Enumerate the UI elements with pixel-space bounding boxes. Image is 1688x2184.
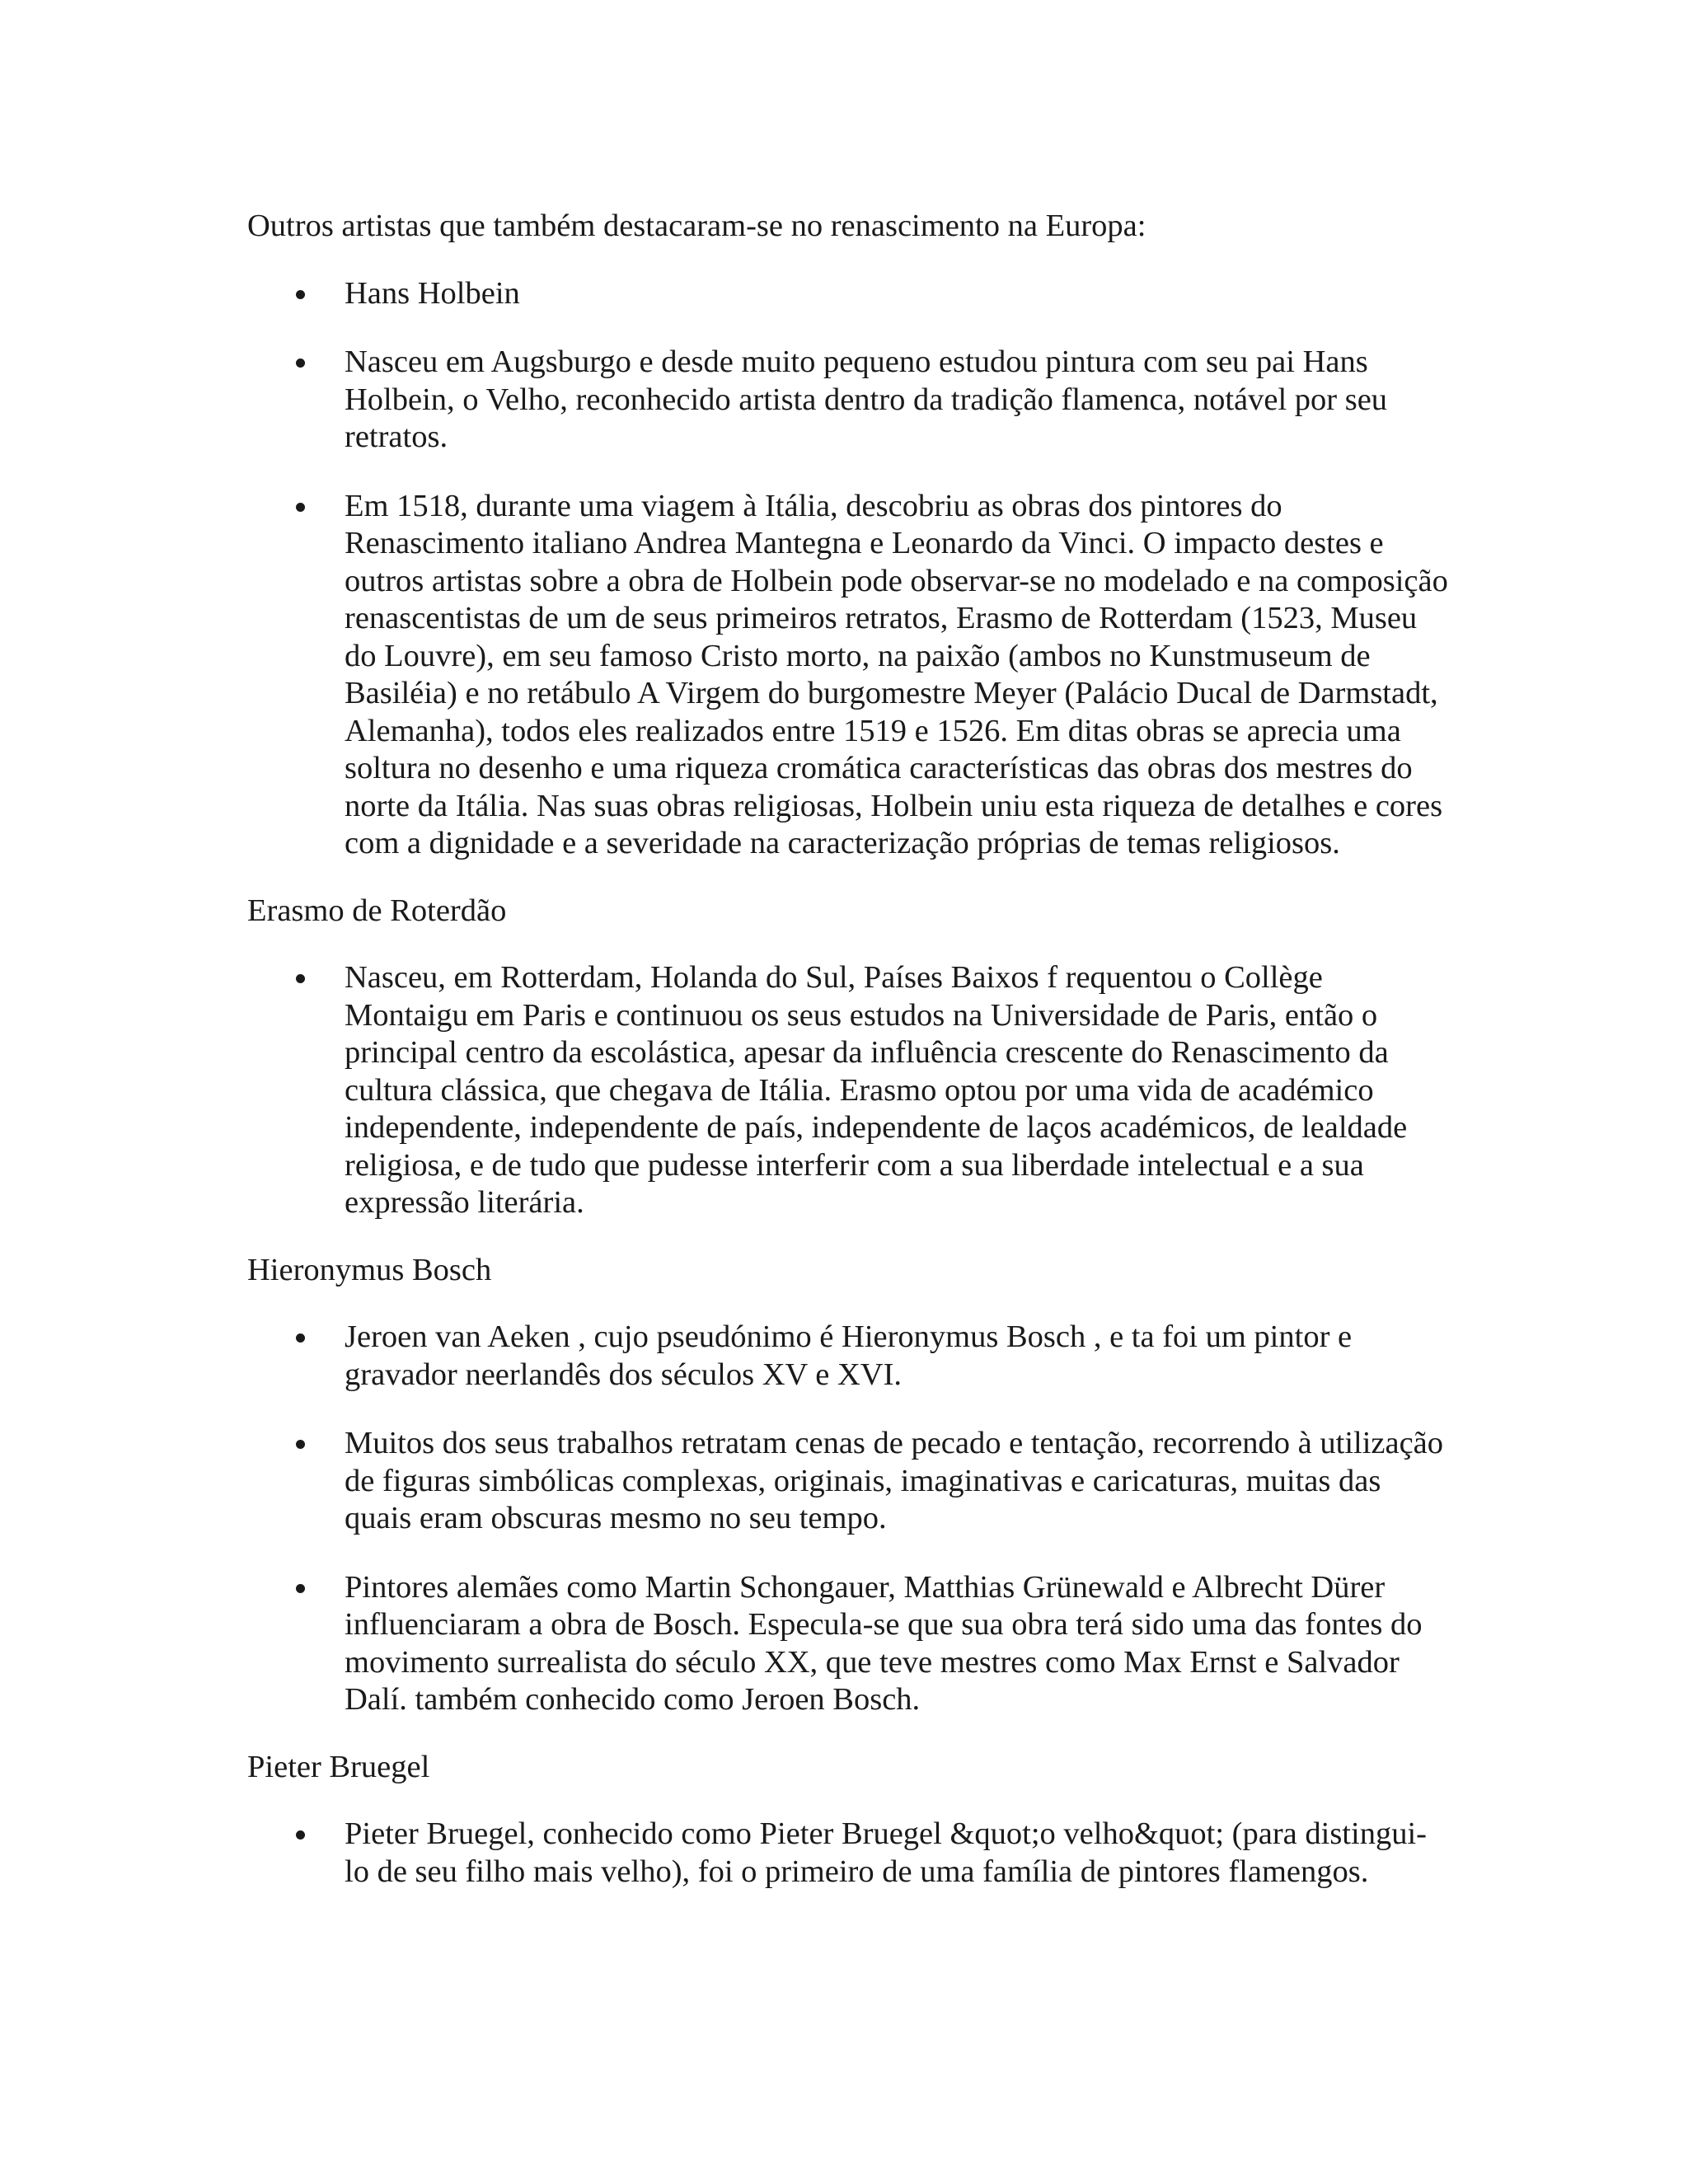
bullet-list bbox=[247, 1816, 1451, 1891]
bullet-icon bbox=[296, 1440, 305, 1449]
section-heading: Hieronymus Bosch bbox=[247, 1252, 492, 1287]
list-item-text: Nasceu, em Rotterdam, Holanda do Sul, Países Baixos f requentou o Collège Montaigu em Paris e continuou os seus estudos na Universidade de Paris, então o principal centro da escolástica, apesar da influência crescente do Renascimento da cultura clássica, que chegava de Itália. Erasmo optou por uma vida de académico independente, independente de país, independente de laços académicos, de lealdade religiosa, e de tudo que pudesse interferir com a sua liberdade intelectual e a sua expressão literária. bbox=[345, 960, 1408, 1220]
list-item-text: Pieter Bruegel, conhecido como Pieter Bruegel &quot;o velho&quot; (para distingui-lo de seu filho mais velho), foi o primeiro de uma família de pintores flamengos. bbox=[345, 1816, 1427, 1889]
bullet-list bbox=[247, 959, 1451, 1222]
bullet-icon bbox=[296, 1584, 305, 1593]
list-item bbox=[345, 344, 1451, 457]
bullet-list bbox=[247, 1319, 1451, 1719]
bullet-icon bbox=[296, 1333, 305, 1343]
bullet-icon bbox=[296, 974, 305, 983]
section-heading: Outros artistas que também destacaram-se no renascimento na Europa: bbox=[247, 209, 1146, 243]
list-item bbox=[345, 1569, 1451, 1719]
bullet-icon bbox=[296, 290, 305, 299]
list-item-text: Muitos dos seus trabalhos retratam cenas de pecado e tentação, recorrendo à utilização de figuras simbólicas complexas, originais, imaginativas e caricaturas, muitas das quais eram obscuras mesmo no seu tempo. bbox=[345, 1426, 1444, 1535]
list-item-text: Nasceu em Augsburgo e desde muito pequeno estudou pintura com seu pai Hans Holbein, o Velho, reconhecido artista dentro da tradição flamenca, notável por seu retratos. bbox=[345, 344, 1388, 454]
document-page bbox=[247, 208, 1451, 1920]
section-bosch bbox=[247, 1252, 1451, 1719]
list-item bbox=[345, 275, 1451, 313]
section-outros-artistas bbox=[247, 208, 1451, 863]
section-heading: Erasmo de Roterdão bbox=[247, 893, 507, 928]
list-item bbox=[345, 1319, 1451, 1394]
list-item-text: Em 1518, durante uma viagem à Itália, descobriu as obras dos pintores do Renascimento italiano Andrea Mantegna e Leonardo da Vinci. O impacto destes e outros artistas sobre a obra de Holbein pode observar-se no modelado e na composição renascentistas de um de seus primeiros retratos, Erasmo de Rotterdam (1523, Museu do Louvre), em seu famoso Cristo morto, na paixão (ambos no Kunstmuseum de Basiléia) e no retábulo A Virgem do burgomestre Meyer (Palácio Ducal de Darmstadt, Alemanha), todos eles realizados entre 1519 e 1526. Em ditas obras se aprecia uma soltura no desenho e uma riqueza cromática características das obras dos mestres do norte da Itália. Nas suas obras religiosas, Holbein uniu esta riqueza de detalhes e cores com a dignidade e a severidade na caracterização próprias de temas religiosos. bbox=[345, 488, 1448, 860]
bullet-icon bbox=[296, 503, 305, 512]
list-item-text: Pintores alemães como Martin Schongauer, Matthias Grünewald e Albrecht Dürer influenciaram a obra de Bosch. Especula-se que sua obra terá sido uma das fontes do movimento surrealista do século XX, que teve mestres como Max Ernst e Salvador Dalí. também conhecido como Jeroen Bosch. bbox=[345, 1569, 1423, 1717]
list-item bbox=[345, 959, 1451, 1222]
section-heading: Pieter Bruegel bbox=[247, 1749, 430, 1784]
list-item bbox=[345, 1425, 1451, 1538]
section-erasmo bbox=[247, 893, 1451, 1222]
list-item bbox=[345, 488, 1451, 863]
list-item bbox=[345, 1816, 1451, 1891]
bullet-list bbox=[247, 275, 1451, 863]
bullet-icon bbox=[296, 359, 305, 368]
section-bruegel bbox=[247, 1749, 1451, 1891]
list-item-text: Jeroen van Aeken , cujo pseudónimo é Hieronymus Bosch , e ta foi um pintor e gravador neerlandês dos séculos XV e XVI. bbox=[345, 1319, 1353, 1392]
bullet-icon bbox=[296, 1830, 305, 1840]
list-item-text: Hans Holbein bbox=[345, 275, 520, 311]
